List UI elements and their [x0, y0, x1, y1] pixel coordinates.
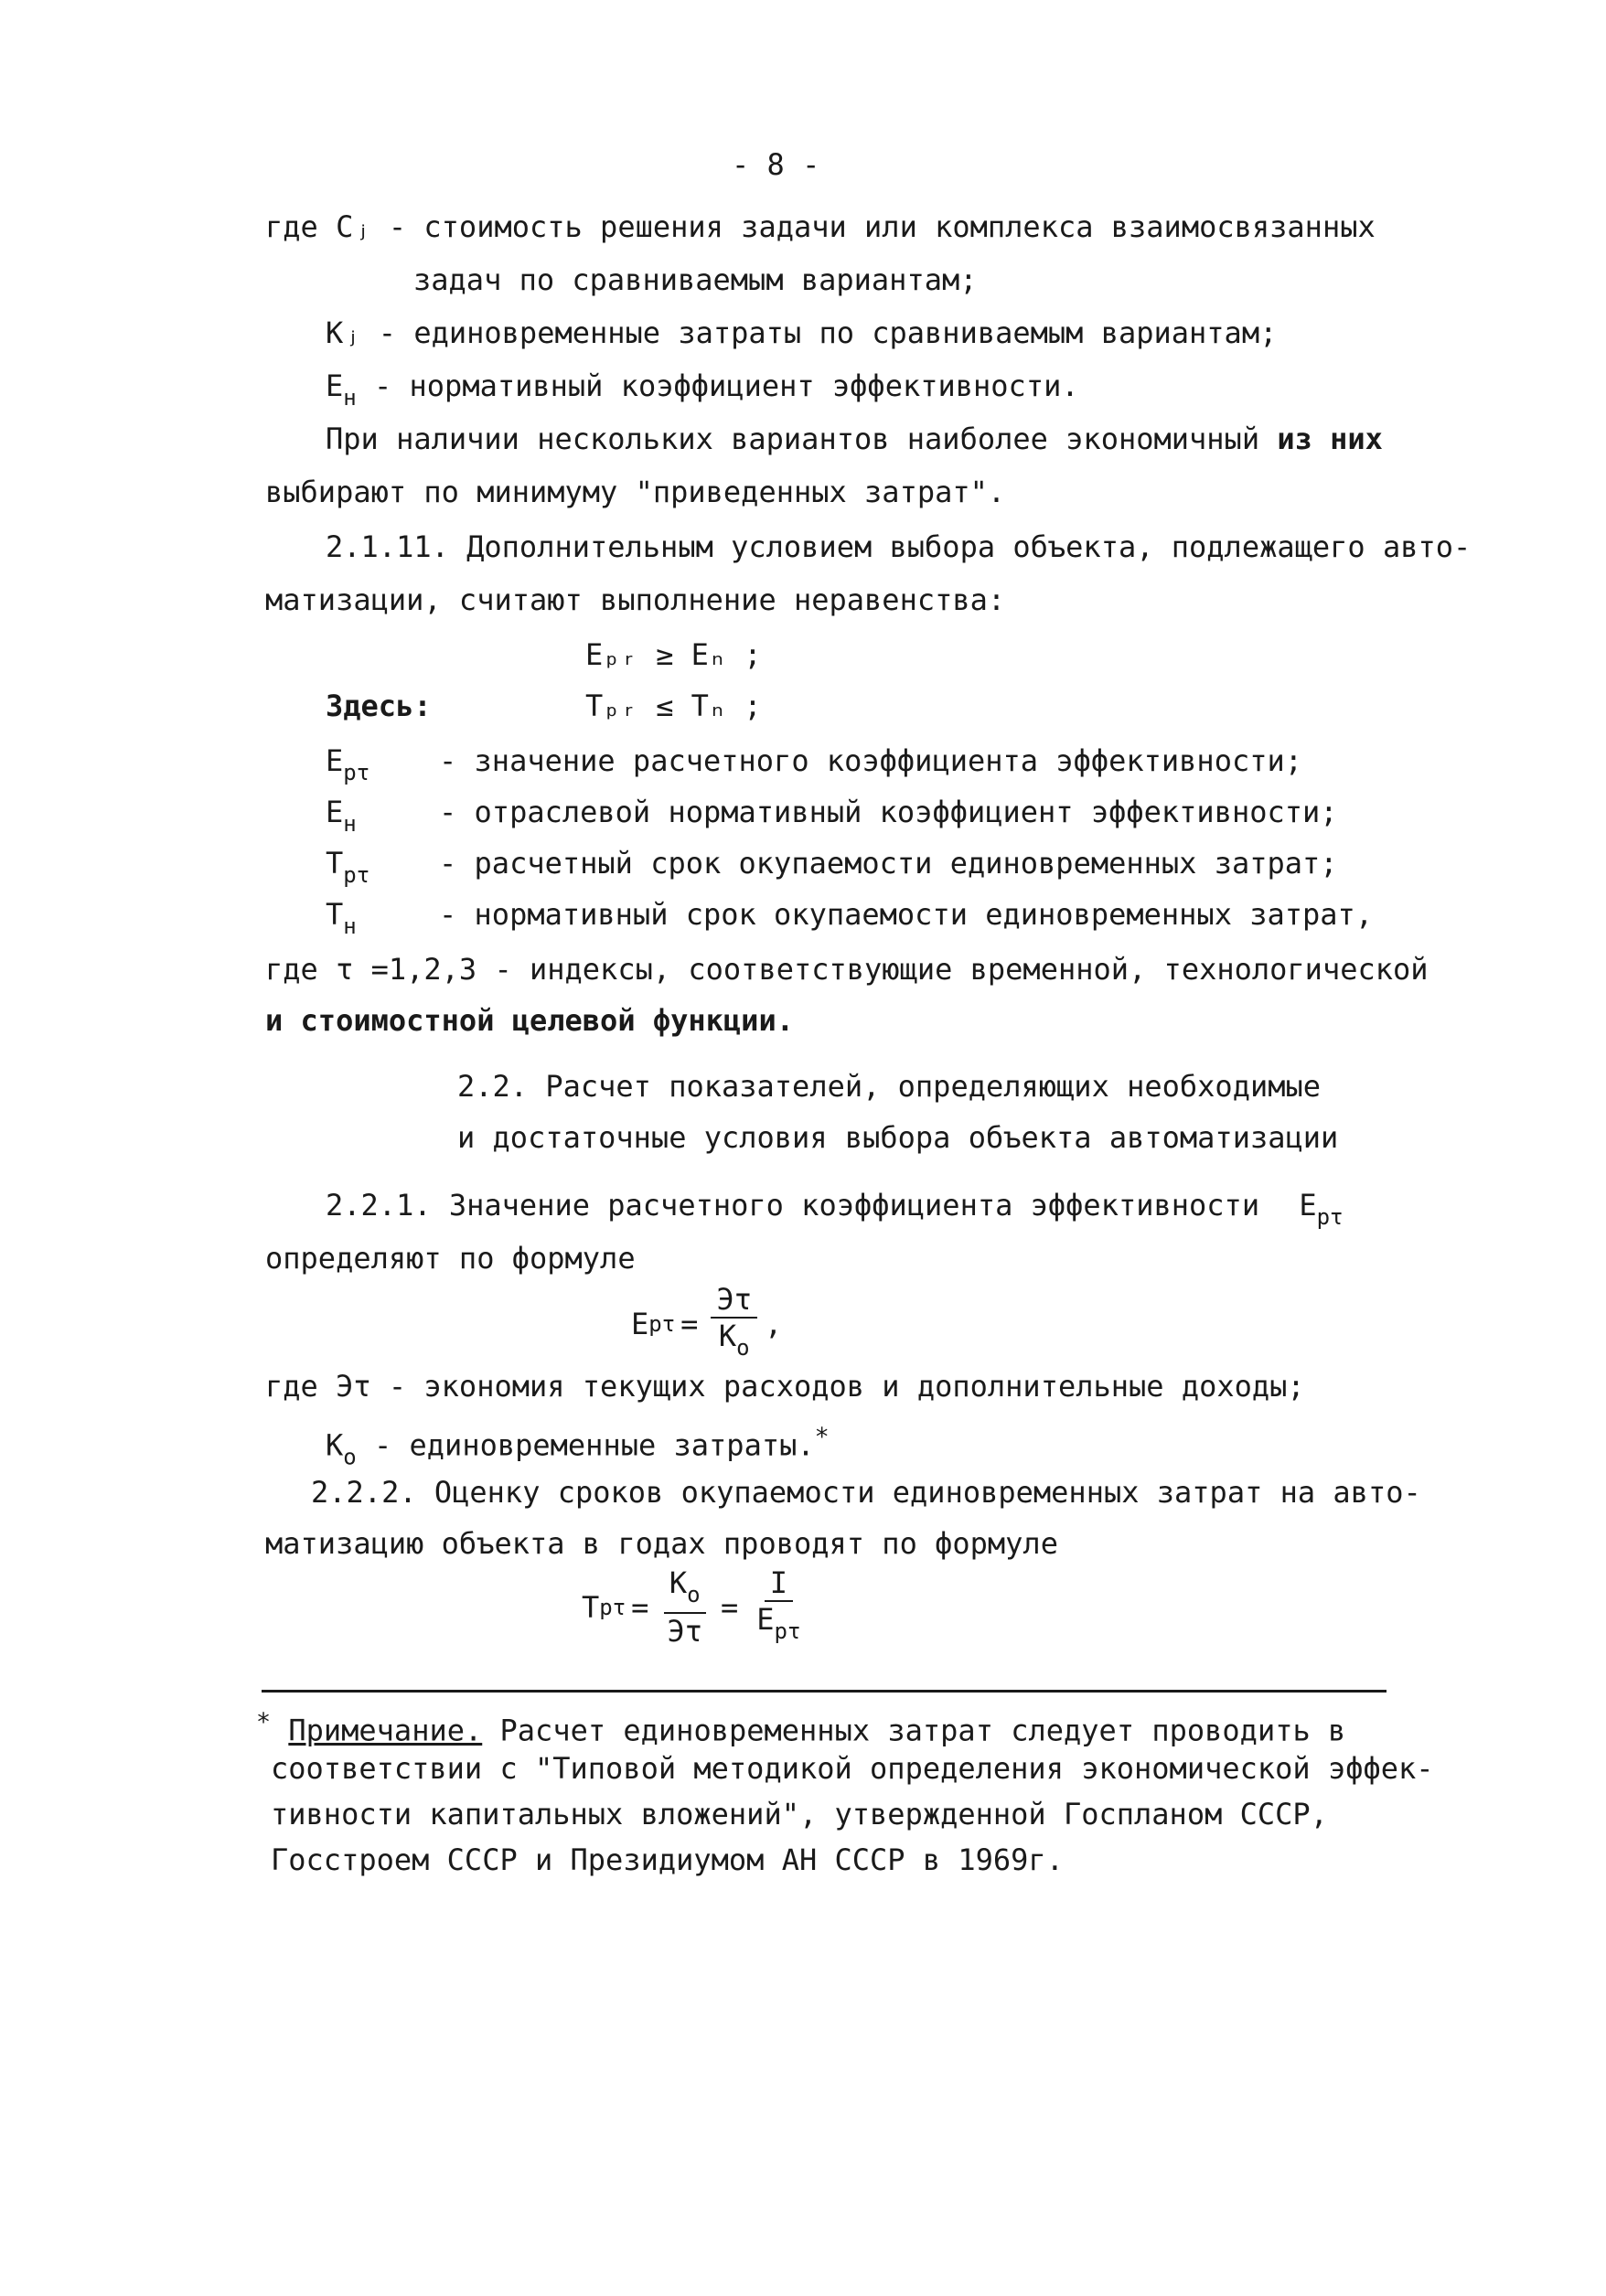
payback-den2-subscript: рτ — [774, 1618, 801, 1644]
formula-lhs-subscript: рτ — [648, 1310, 676, 1337]
e-definition: - нормативный коэффициент эффективности. — [373, 368, 1079, 403]
page-number: - 8 - — [732, 147, 820, 182]
def-k-line: Kⱼ - единовременные затраты по сравниваемым вариантам; — [326, 315, 1278, 350]
inequality-2: Tₚᵣ ≤ Tₙ ; — [585, 689, 762, 723]
payback-num1: K — [669, 1565, 688, 1600]
def2-text: - нормативный срок окупаемости единовременных затрат, — [439, 897, 1374, 932]
payback-lhs: T — [582, 1589, 600, 1625]
index-line1: где τ =1,2,3 - индексы, соответствующие временной, технологической — [265, 952, 1429, 987]
footnote-line4: Госстроем СССР и Президиумом АН СССР в 1969г. — [271, 1842, 1064, 1877]
footnote-marker: * — [814, 1423, 830, 1451]
para1-line1 — [326, 421, 1383, 457]
def2-text: - расчетный срок окупаемости единовременных затрат; — [439, 846, 1338, 881]
footnote-text: Расчет единовременных затрат следует проводить в — [499, 1713, 1346, 1748]
def2-row-2 — [326, 845, 1338, 893]
clause-2111-line2: матизации, считают выполнение неравенства: — [265, 582, 1006, 617]
def2-symbol: T — [326, 846, 344, 881]
payback-num2: I — [765, 1565, 793, 1602]
def2-symbol: E — [326, 743, 344, 778]
footnote-star: * — [256, 1708, 272, 1736]
def2-text: - отраслевой нормативный коэффициент эффективности; — [439, 795, 1338, 829]
where-line1: где Эτ - экономия текущих расходов и дополнительные доходы; — [265, 1369, 1305, 1404]
formula-efficiency: E рτ = $\frac{Э\tau}{K_о}$ , — [631, 1282, 782, 1365]
def2-subscript: рτ — [343, 760, 370, 785]
clause-222-line1: 2.2.2. Оценку сроков окупаемости единовременных затрат на авто- — [311, 1475, 1421, 1510]
footnote-line1 — [256, 1704, 1345, 1749]
para1-line2: выбирают по минимуму "приведенных затрат". — [265, 475, 1006, 509]
formula-fraction — [711, 1282, 757, 1365]
clause-221-text: 2.2.1. Значение расчетного коэффициента эффективности — [326, 1188, 1260, 1223]
formula-denominator-subscript: о — [736, 1335, 750, 1361]
where-line2 — [326, 1419, 830, 1476]
para1-bold: из них — [1277, 422, 1383, 456]
def2-subscript: н — [343, 913, 357, 939]
clause-221-symbol: E — [1299, 1188, 1317, 1223]
formula-denominator: K — [718, 1319, 737, 1353]
footnote-line3: тивности капитальных вложений", утвержденной Госпланом СССР, — [271, 1797, 1328, 1831]
clause-222-line2: матизацию объекта в годах проводят по формуле — [265, 1526, 1058, 1561]
section-22-line1: 2.2. Расчет показателей, определяющих необходимые — [457, 1069, 1322, 1104]
ko-definition: - единовременные затраты. — [373, 1427, 815, 1463]
e-symbol: E — [326, 368, 344, 403]
footnote-line2: соответствии с "Типовой методикой определения экономической эффек- — [271, 1751, 1434, 1786]
inequality-1: Eₚᵣ ≥ Eₙ ; — [585, 637, 762, 672]
formula-comma: , — [764, 1306, 783, 1341]
def-c-line2: задач по сравниваемым вариантам; — [413, 262, 978, 297]
payback-den2: E — [756, 1602, 775, 1637]
payback-fraction-2 — [751, 1565, 806, 1649]
footnote-label: Примечание. — [288, 1713, 483, 1748]
clause-221-line1 — [326, 1187, 1344, 1235]
def2-row-0 — [326, 742, 1303, 791]
def2-row-1 — [326, 794, 1338, 842]
clause-2111-line1: 2.1.11. Дополнительным условием выбора объекта, подлежащего авто- — [326, 529, 1472, 564]
para1-text: При наличии нескольких вариантов наиболее экономичный — [326, 422, 1260, 456]
index-line2: и стоимостной целевой функции. — [265, 1003, 794, 1038]
section-22-line2: и достаточные условия выбора объекта автоматизации — [457, 1120, 1339, 1155]
footnote-rule — [262, 1690, 1387, 1693]
def2-subscript: рτ — [343, 862, 370, 888]
def2-subscript: н — [343, 811, 357, 837]
def2-text: - значение расчетного коэффициента эффективности; — [439, 743, 1303, 778]
payback-den1: Эτ — [667, 1614, 702, 1649]
def2-row-3 — [326, 896, 1374, 945]
clause-221-line2: определяют по формуле — [265, 1241, 636, 1276]
def-e-line — [326, 368, 1079, 416]
def2-symbol: T — [326, 897, 344, 932]
payback-fraction-1 — [661, 1565, 708, 1649]
def-c-line1: где Cⱼ - стоимость решения задачи или комплекса взаимосвязанных — [265, 209, 1376, 244]
def2-symbol: E — [326, 795, 344, 829]
here-label: Здесь: — [326, 689, 432, 723]
e-subscript: н — [343, 385, 357, 411]
ko-symbol: K — [326, 1427, 344, 1463]
formula-numerator: Эτ — [711, 1282, 757, 1319]
payback-num1-subscript: о — [687, 1582, 701, 1607]
formula-lhs: E — [631, 1306, 649, 1341]
clause-221-subscript: рτ — [1316, 1204, 1344, 1230]
formula-payback: T рτ = $\frac{K_о}{Э\tau}$ = $\frac{I}{E_{р\tau}}$ — [582, 1565, 813, 1649]
ko-subscript: о — [343, 1444, 357, 1470]
payback-lhs-subscript: рτ — [599, 1594, 626, 1620]
